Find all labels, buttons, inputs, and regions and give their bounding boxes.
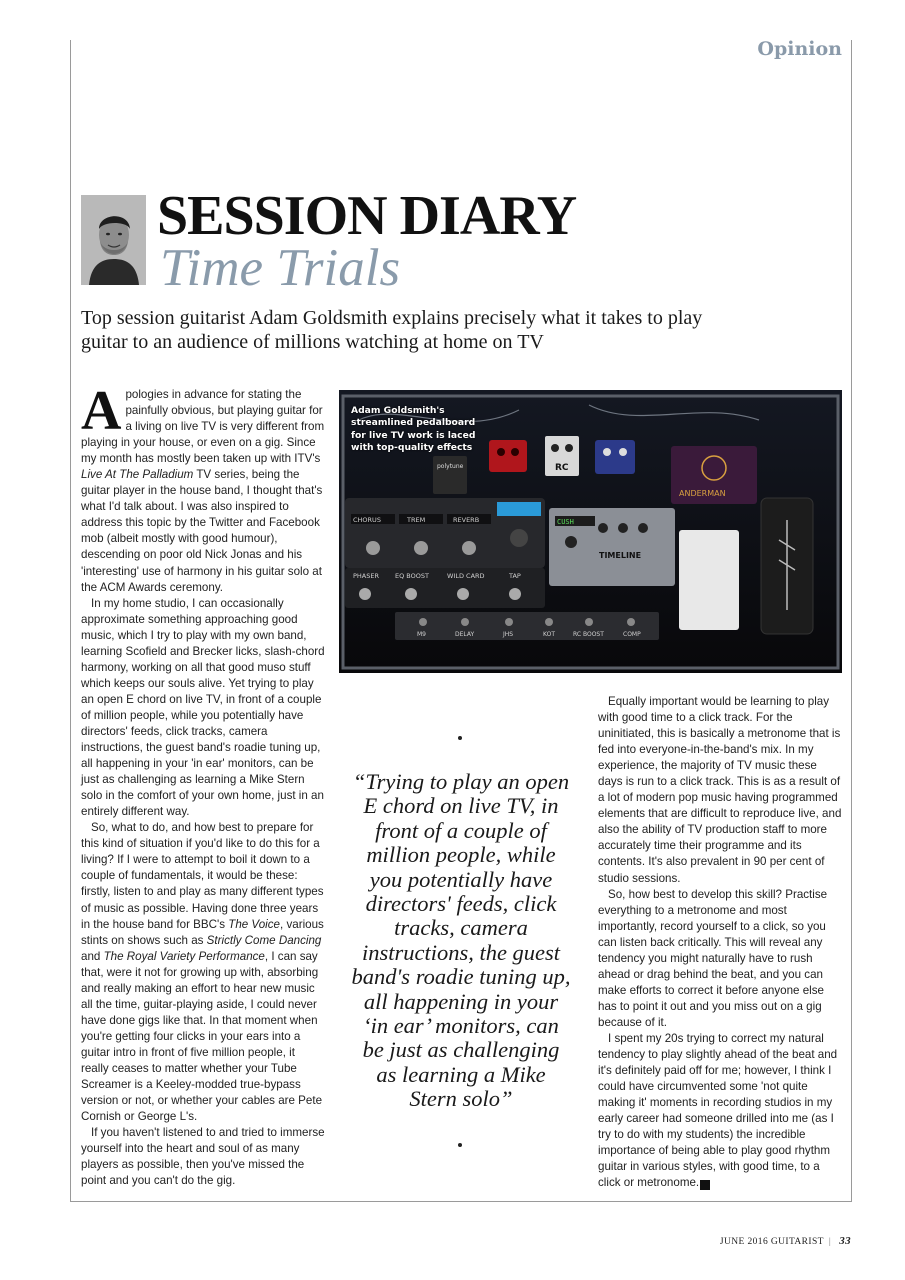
footer-issue: JUNE 2016 (719, 1237, 769, 1247)
headline: SESSION DIARY (157, 185, 577, 247)
page-frame-left (70, 40, 71, 1202)
switch-label-wild-card: WILD CARD (447, 572, 485, 580)
paragraph: If you haven't listened to and tried to immerse yourself into the heart and soul of as many players as possible, then you've missed the point and you can't do the gig. (81, 1126, 325, 1188)
pedal-label-polytune: polytune (437, 463, 464, 470)
switch-label-jhs: JHS (503, 631, 514, 638)
pull-quote: “Trying to play an open E chord on live TV, in front of a couple of million people, while you potentially have directors' feeds, click tracks, camera instructions, the guest band's roadie tuning up, all happening in your ‘in ear’ monitors, can be just as challenging as learning a Mike Stern solo” (351, 769, 571, 1112)
page-number: 33 (839, 1235, 851, 1247)
footer-separator: | (828, 1237, 832, 1247)
pedal-label-cush: CUSH (557, 518, 574, 526)
footer-magazine: GUITARIST (770, 1237, 824, 1247)
page-footer (600, 1235, 851, 1247)
standfirst: Top session guitarist Adam Goldsmith explains precisely what it takes to play guitar to an audience of millions watching at home on TV (81, 307, 703, 353)
section-label: Opinion (757, 38, 842, 60)
switch-label-trem: TREM (407, 516, 426, 524)
paragraph: Equally important would be learning to play with good time to a click track. For the uninitiated, this is basically a metronome that is fed into everyone-in-the-band's mix. In my experience, the majority of TV music these days is run to a click track. This is as a result of a lot of modern pop music having programmed elements that are difficult to reproduce live, and also the ability of TV production staff to more accurately time their programme and its contents. It's also prevalent in 90 per cent of studio sessions. (598, 695, 842, 885)
photo-caption: Adam Goldsmith's streamlined pedalboard for live TV work is laced with top-quality effects (351, 405, 476, 454)
pullquote-dot-top (458, 736, 462, 740)
switch-label-reverb: REVERB (453, 516, 480, 524)
switch-label-kot: KOT (543, 631, 555, 638)
switch-label-phaser: PHASER (353, 572, 380, 580)
paragraph: In my home studio, I can occasionally approximate something approaching good music, which I try to play with my own band, learning Scofield and Brecker licks, slash-chord harmony, working on all that good muso stuff which keeps our souls alive. Yet trying to play an open E chord on live TV, in front of a couple of million people, while you potentially have directors' feeds, click tracks, camera instructions, the guest band's roadie tuning up, all happening in your 'in ear' monitors, can be just as challenging as learning a Mike Stern solo in the comfort of your own home, just in an entirely different way. (81, 596, 325, 819)
pedal-label-rc: RC (555, 463, 569, 473)
paragraph: So, how best to develop this skill? Practise everything to a metronome and most importantly, record yourself to a click, so you can listen back critically. This will reveal any tendency you might naturally have to rush ahead or drag behind the beat, and you can make efforts to correct it before anyone else has to point it out and you miss out on a gig because of it. (598, 887, 828, 1029)
switch-label-m9: M9 (417, 631, 426, 638)
body-column-3 (598, 694, 842, 1191)
page-frame-right (851, 40, 852, 1202)
paragraph: I spent my 20s trying to correct my natural tendency to play slightly ahead of the beat and it's definitely paid off for me; however, I think I could have circumvented some 'not quite making it' moments in recording studios in my early career had someone drilled into me (as I try to do with my students) the incredible importance of being able to play good rhythm guitar in various styles, with good time, to a click or metronome. G (598, 1031, 838, 1190)
switch-label-rc-boost: RC BOOST (573, 631, 604, 638)
author-headshot (81, 195, 146, 285)
switch-label-tap: TAP (509, 572, 521, 580)
body-column-1 (81, 380, 325, 1189)
page-frame-bottom (70, 1201, 852, 1202)
switch-label-delay: DELAY (455, 631, 475, 638)
switch-label-comp: COMP (623, 631, 641, 638)
paragraph: Apologies in advance for stating the painfully obvious, but playing guitar for a living on live TV is very different from playing in your house, or even on a gig. Since my month has mostly been taken up with ITV's Live At The Palladium TV series, being the guitar player in the house band, I thought that's what I'd talk about. I was also inspired to address this topic by the Twitter and Facebook mob (albeit mostly with good humour), descending on poor old Nick Jonas and his 'interesting' use of harmony in his guitar solo at the ACM Awards ceremony. (81, 380, 325, 594)
headline-subtitle: Time Trials (160, 239, 401, 297)
pedalboard-photo (339, 390, 842, 673)
paragraph: So, what to do, and how best to prepare for this kind of situation if you'd like to do this for a living? If I were to attempt to boil it down to a couple of fundamentals, it would be these: firstly, listen to and play as many different types of music as possible. Having done three years in the house band for BBC's The Voice, various stints on shows such as Strictly Come Dancing and The Royal Variety Performance, I can say that, were it not for growing up with, absorbing and really making an effort to hear new music all the time, guitar-playing aside, I could never have done gigs like that. In that moment when you're getting four clicks in your ears into a guitar intro in front of five million people, it really ceases to matter whether your Tube Screamer is a Keeley-modded true-bypass version or not, or whether your cables are Pete Cornish or George L's. (81, 821, 324, 1124)
pedal-label-anderman: ANDERMAN (679, 489, 726, 498)
end-mark-icon: G (700, 1180, 710, 1190)
switch-label-chorus: CHORUS (353, 516, 381, 524)
drop-cap: A (81, 380, 122, 442)
switch-label-eq-boost: EQ BOOST (395, 572, 429, 580)
pedal-label-timeline: TIMELINE (599, 551, 642, 560)
pullquote-dot-bottom (458, 1143, 462, 1147)
